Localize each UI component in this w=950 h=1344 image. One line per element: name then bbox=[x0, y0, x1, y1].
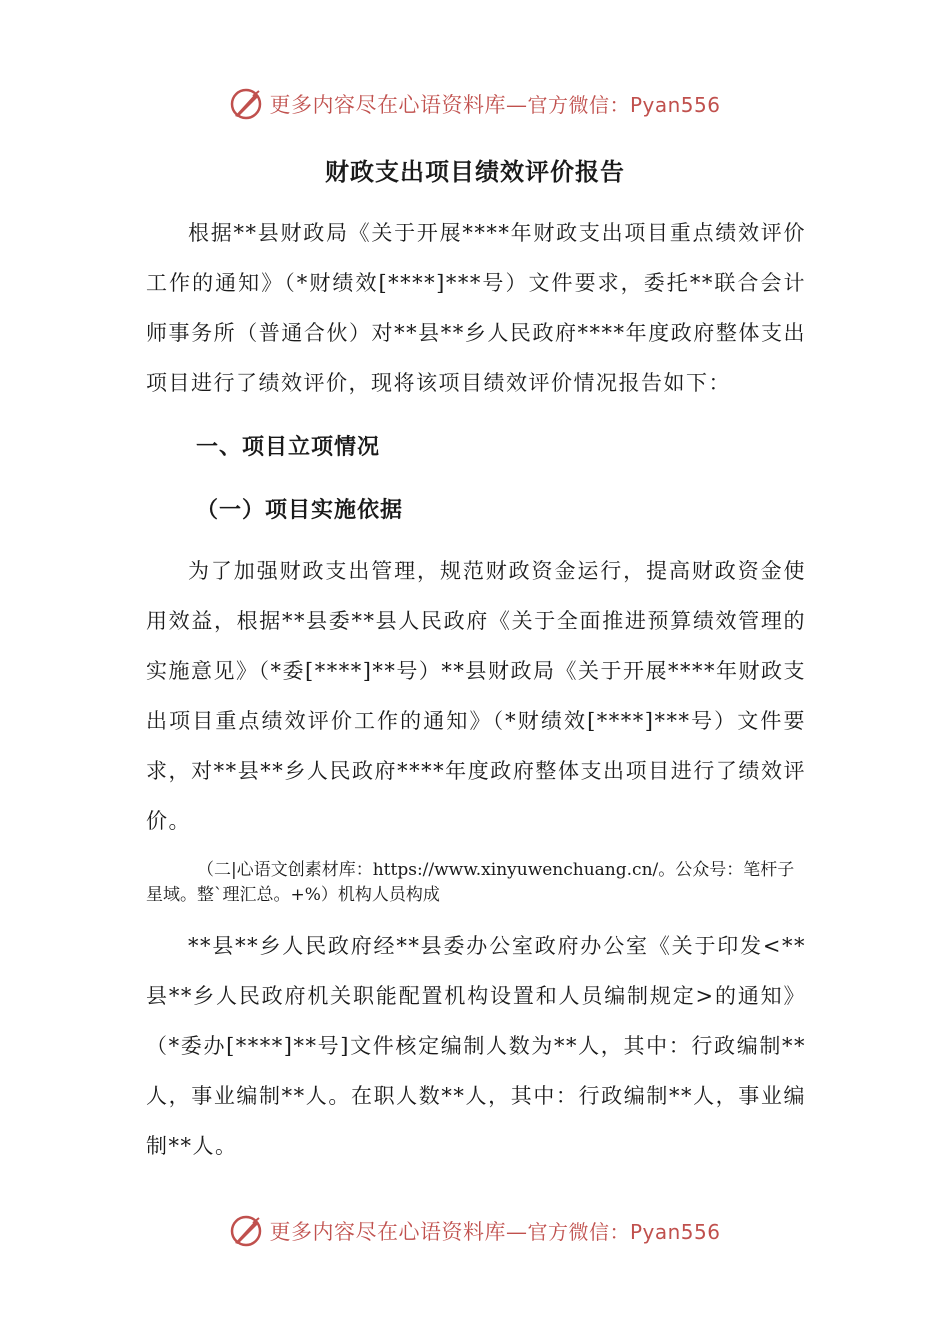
staffing-paragraph: **县**乡人民政府经**县委办公室政府办公室《关于印发<**县**乡人民政府机关职能配置机构设置和人员编制规定>的通知》（*委办[****]**号]文件核定编制人数为**人，其中：行政编制**人，事业编制**人。在职人数**人，其中：行政编制**人，事业编制**人。 bbox=[146, 934, 806, 1158]
header-banner-text bbox=[269, 89, 720, 119]
header-banner bbox=[0, 84, 950, 124]
footer-banner-title: 更多内容尽在心语资料库 bbox=[269, 1220, 506, 1244]
intro-paragraph: 根据**县财政局《关于开展****年财政支出项目重点绩效评价工作的通知》（*财绩效[****]***号）文件要求，委托**联合会计师事务所（普通合伙）对**县**乡人民政府****年度政府整体支出项目进行了绩效评价，现将该项目绩效评价情况报告如下： bbox=[146, 221, 806, 395]
document-title: 财政支出项目绩效评价报告 bbox=[325, 157, 625, 186]
footer-banner-separator: — bbox=[505, 1220, 528, 1244]
quill-logo-icon bbox=[229, 87, 263, 121]
watermark-note: （二|心语文创素材库：https://www.xinyuwenchuang.cn/。公众号：笔杆子星域。整`理汇总。+%）机构人员构成 bbox=[146, 860, 795, 905]
footer-banner-wechat: 官方微信：Pyan556 bbox=[527, 1220, 721, 1244]
basis-paragraph: 为了加强财政支出管理，规范财政资金运行，提高财政资金使用效益，根据**县委**县人民政府《关于全面推进预算绩效管理的实施意见》（*委[****]**号）**县财政局《关于开展****年财政支出项目重点绩效评价工作的通知》（*财绩效[****]***号）文件要求，对**县**乡人民政府****年度政府整体支出项目进行了绩效评价。 bbox=[146, 559, 806, 833]
header-banner-wechat: 官方微信：Pyan556 bbox=[527, 93, 721, 117]
header-banner-separator: — bbox=[505, 93, 528, 117]
footer-banner bbox=[0, 1211, 950, 1251]
header-banner-title: 更多内容尽在心语资料库 bbox=[269, 93, 506, 117]
subsection-heading-basis: （一）项目实施依据 bbox=[196, 497, 404, 523]
quill-logo-icon bbox=[229, 1214, 263, 1248]
footer-banner-text bbox=[269, 1216, 720, 1246]
section-heading-project-setup: 一、项目立项情况 bbox=[196, 434, 381, 460]
